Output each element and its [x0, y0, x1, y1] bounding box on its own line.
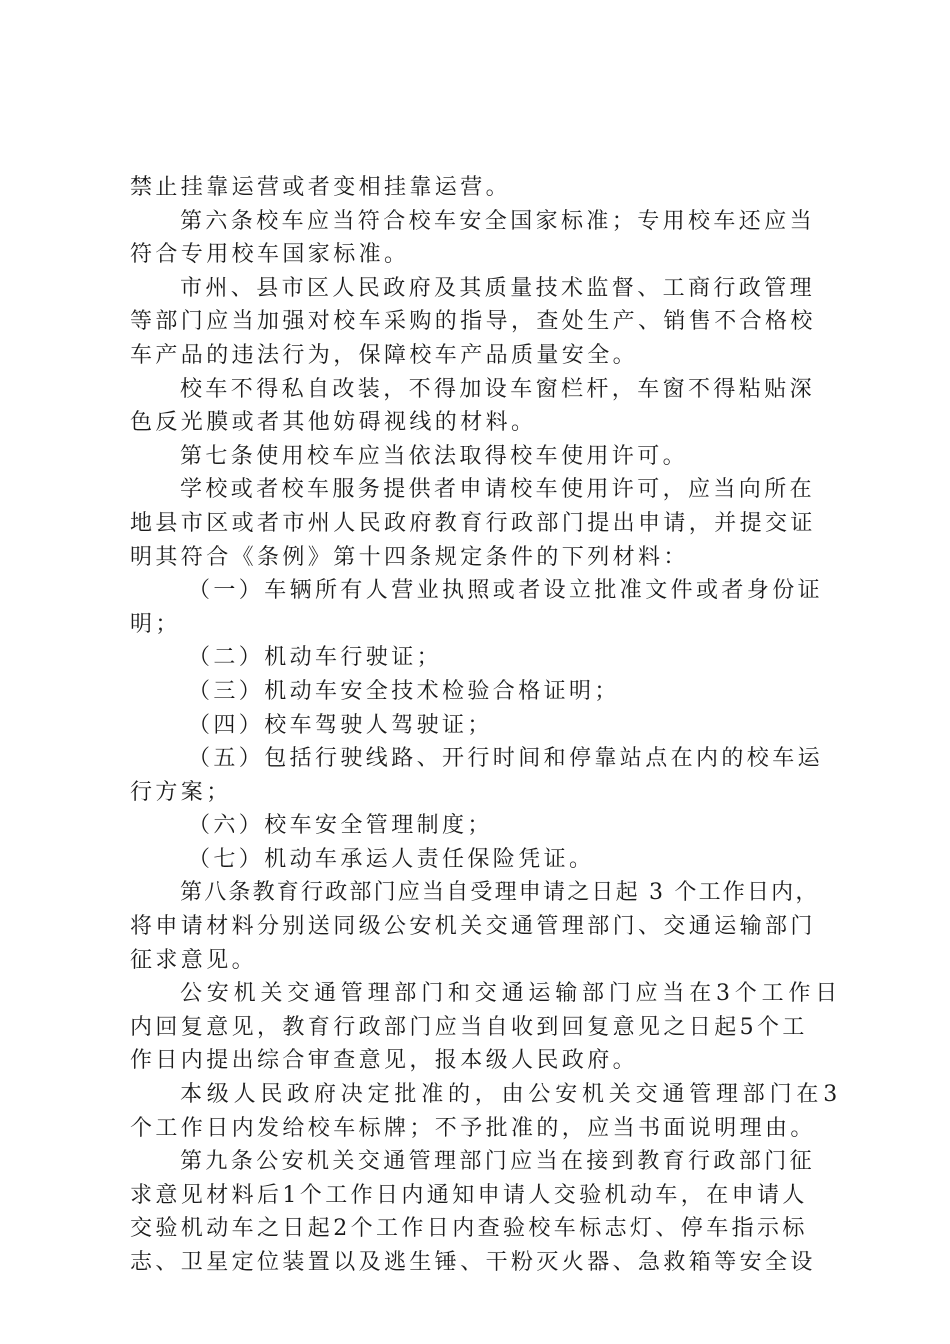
text-line: 本级人民政府决定批准的，由公安机关交通管理部门在3 [180, 1082, 842, 1108]
list-item-6: （六）校车安全管理制度； [188, 813, 493, 839]
article-8-heading-line: 第八条教育行政部门应当自受理申请之日起 3 个工作日内， [180, 880, 820, 906]
text-line: 作日内提出综合审查意见，报本级人民政府。 [130, 1048, 639, 1074]
text-line: 将申请材料分别送同级公安机关交通管理部门、交通运输部门 [130, 914, 816, 940]
list-item-2: （二）机动车行驶证； [188, 645, 443, 671]
text-line: 地县市区或者市州人民政府教育行政部门提出申请，并提交证 [130, 510, 816, 536]
article-6-heading-line: 第六条校车应当符合校车安全国家标准；专用校车还应当 [180, 208, 816, 234]
text-line: 禁止挂靠运营或者变相挂靠运营。 [130, 175, 512, 200]
text-line: 交验机动车之日起2个工作日内查验校车标志灯、停车指示标 [130, 1216, 808, 1242]
text-line: 行方案； [130, 779, 232, 805]
text-line: 志、卫星定位装置以及逃生锤、干粉灭火器、急救箱等安全设 [130, 1250, 816, 1275]
text-line: 求意见材料后1个工作日内通知申请人交验机动车，在申请人 [130, 1182, 808, 1208]
text-line: 学校或者校车服务提供者申请校车使用许可，应当向所在 [180, 477, 816, 503]
article-7-heading-line: 第七条使用校车应当依法取得校车使用许可。 [180, 443, 689, 469]
text-line: 校车不得私自改装，不得加设车窗栏杆，车窗不得粘贴深 [180, 376, 816, 402]
article-9-heading-line: 第九条公安机关交通管理部门应当在接到教育行政部门征 [180, 1149, 816, 1175]
text-line: 市州、县市区人民政府及其质量技术监督、工商行政管理 [180, 275, 816, 301]
text-line: 等部门应当加强对校车采购的指导，查处生产、销售不合格校 [130, 309, 816, 335]
text-line: 征求意见。 [130, 947, 258, 973]
text-line: 公安机关交通管理部门和交通运输部门应当在3个工作日 [180, 981, 842, 1007]
list-item-1: （一）车辆所有人营业执照或者设立批准文件或者身份证 [188, 578, 824, 604]
list-item-3: （三）机动车安全技术检验合格证明； [188, 678, 620, 704]
list-item-4: （四）校车驾驶人驾驶证； [188, 712, 493, 738]
text-line: 符合专用校车国家标准。 [130, 242, 410, 268]
list-item-7: （七）机动车承运人责任保险凭证。 [188, 846, 595, 872]
text-line: 色反光膜或者其他妨碍视线的材料。 [130, 410, 537, 436]
text-line: 内回复意见，教育行政部门应当自收到回复意见之日起5个工 [130, 1014, 808, 1040]
text-line: 明其符合《条例》第十四条规定条件的下列材料： [130, 544, 689, 570]
text-line: 个工作日内发给校车标牌；不予批准的，应当书面说明理由。 [130, 1115, 816, 1141]
text-line: 明； [130, 611, 181, 637]
text-line: 车产品的违法行为，保障校车产品质量安全。 [130, 342, 639, 368]
list-item-5: （五）包括行驶线路、开行时间和停靠站点在内的校车运 [188, 746, 824, 772]
document-body [130, 171, 842, 1280]
